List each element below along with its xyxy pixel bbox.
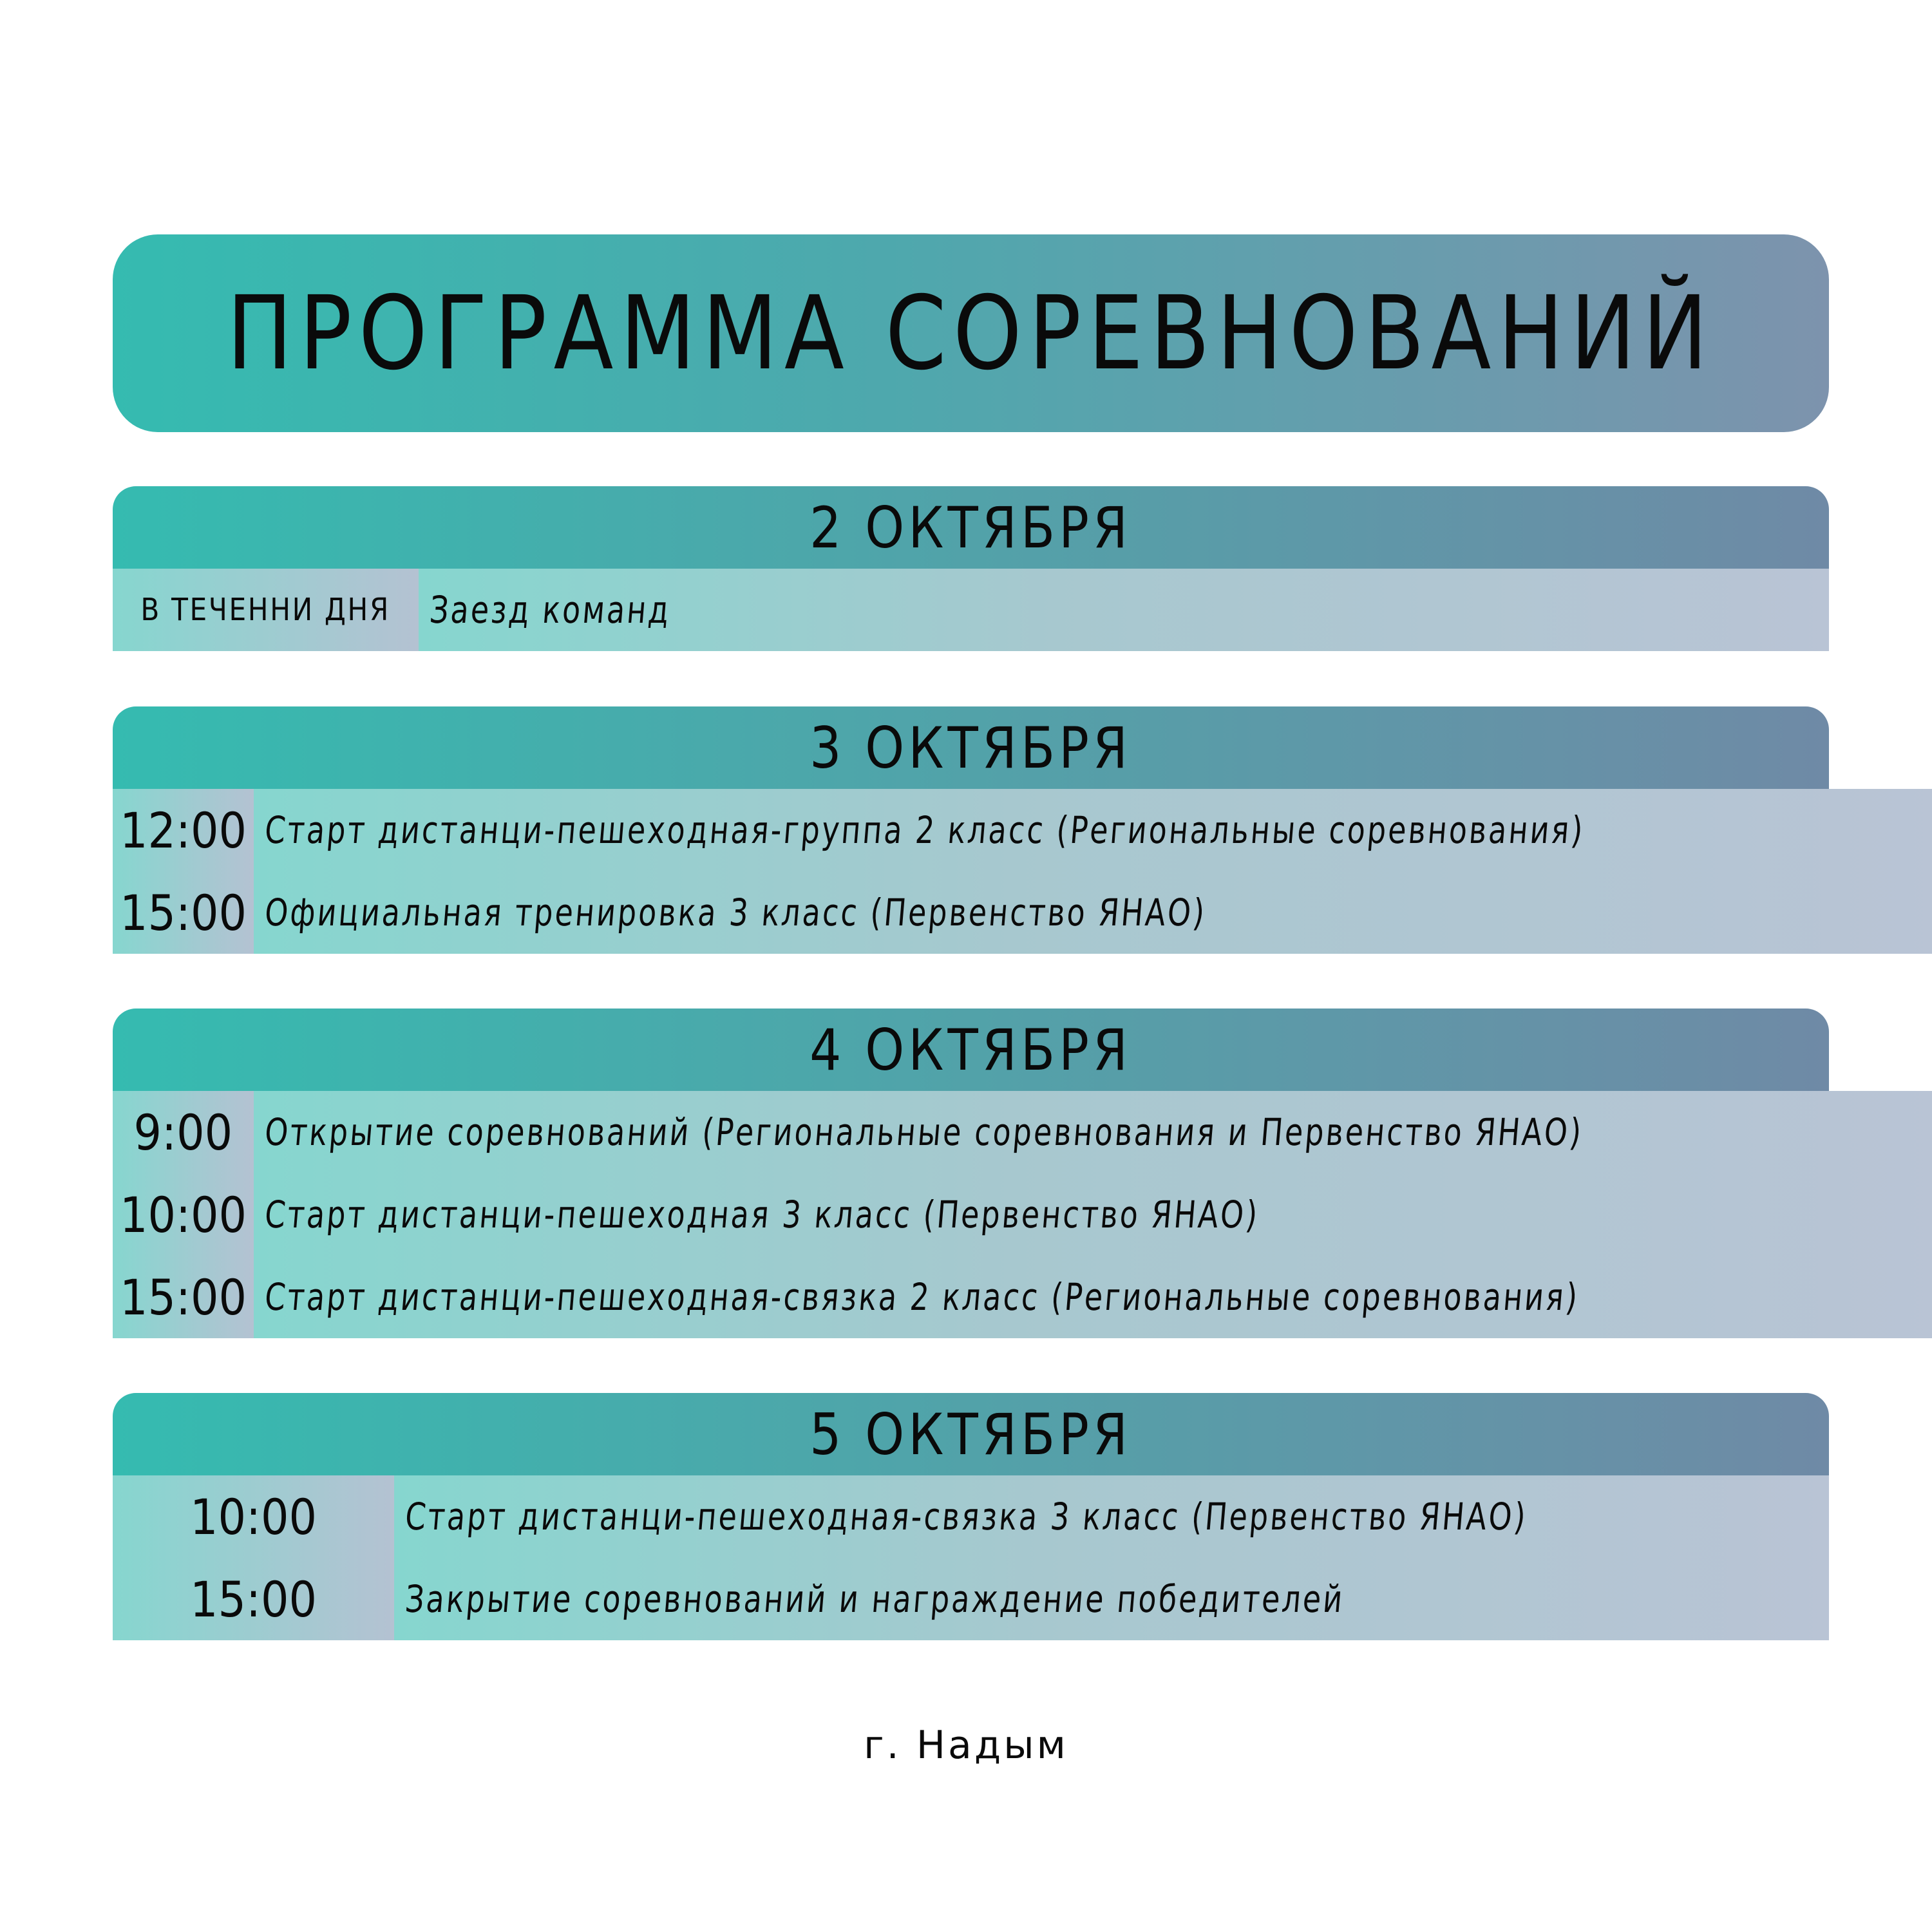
event-description: Старт дистанци-пешеходная 3 класс (Первенство ЯНАО): [263, 1193, 1262, 1236]
day-header: [113, 706, 1829, 789]
day-block-1: [113, 486, 1829, 651]
day-schedule: [113, 569, 1829, 651]
event-column: [419, 569, 1829, 651]
time-column: [113, 1091, 254, 1338]
event-column: [254, 789, 1932, 954]
day-header: [113, 1393, 1829, 1475]
day-header: [113, 1009, 1829, 1091]
day-schedule: [113, 789, 1829, 954]
event-column: [254, 1091, 1932, 1338]
event-time: 10:00: [190, 1488, 317, 1546]
day-schedule: [113, 1475, 1829, 1640]
day-header: [113, 486, 1829, 569]
event-description: Открытие соревнований (Региональные соревнования и Первенство ЯНАО): [263, 1110, 1586, 1154]
event-time: 9:00: [133, 1103, 233, 1161]
time-column: [113, 789, 254, 954]
day-block-2: [113, 706, 1829, 954]
event-time: 12:00: [119, 801, 247, 859]
city-label: г. Надым: [864, 1723, 1068, 1768]
title-banner: [113, 234, 1829, 432]
page-title: ПРОГРАММА СОРЕВНОВАНИЙ: [227, 274, 1715, 393]
event-description: Старт дистанци-пешеходная-группа 2 класс (Региональные соревнования): [263, 808, 1587, 852]
event-time: 15:00: [190, 1570, 317, 1628]
day-date: 5 ОКТЯБРЯ: [810, 1401, 1132, 1468]
event-time: 10:00: [119, 1186, 247, 1244]
day-block-4: [113, 1393, 1829, 1640]
event-time: В ТЕЧЕННИ ДНЯ: [140, 592, 391, 628]
day-block-3: [113, 1009, 1829, 1338]
event-description: Старт дистанци-пешеходная-связка 3 класс (Первенство ЯНАО): [403, 1495, 1530, 1539]
event-description: Заезд команд: [428, 588, 673, 632]
event-description: Старт дистанци-пешеходная-связка 2 класс (Региональные соревнования): [263, 1275, 1582, 1319]
day-date: 2 ОКТЯБРЯ: [810, 494, 1132, 561]
event-time: 15:00: [119, 1268, 247, 1326]
event-description: Официальная тренировка 3 класс (Первенство ЯНАО): [263, 891, 1209, 934]
event-description: Закрытие соревнований и награждение победителей: [403, 1577, 1347, 1621]
day-date: 3 ОКТЯБРЯ: [810, 714, 1132, 781]
day-date: 4 ОКТЯБРЯ: [810, 1016, 1132, 1083]
time-column: [113, 1475, 394, 1640]
event-column: [394, 1475, 1829, 1640]
day-schedule: [113, 1091, 1829, 1338]
event-time: 15:00: [119, 884, 247, 942]
time-column: [113, 569, 419, 651]
